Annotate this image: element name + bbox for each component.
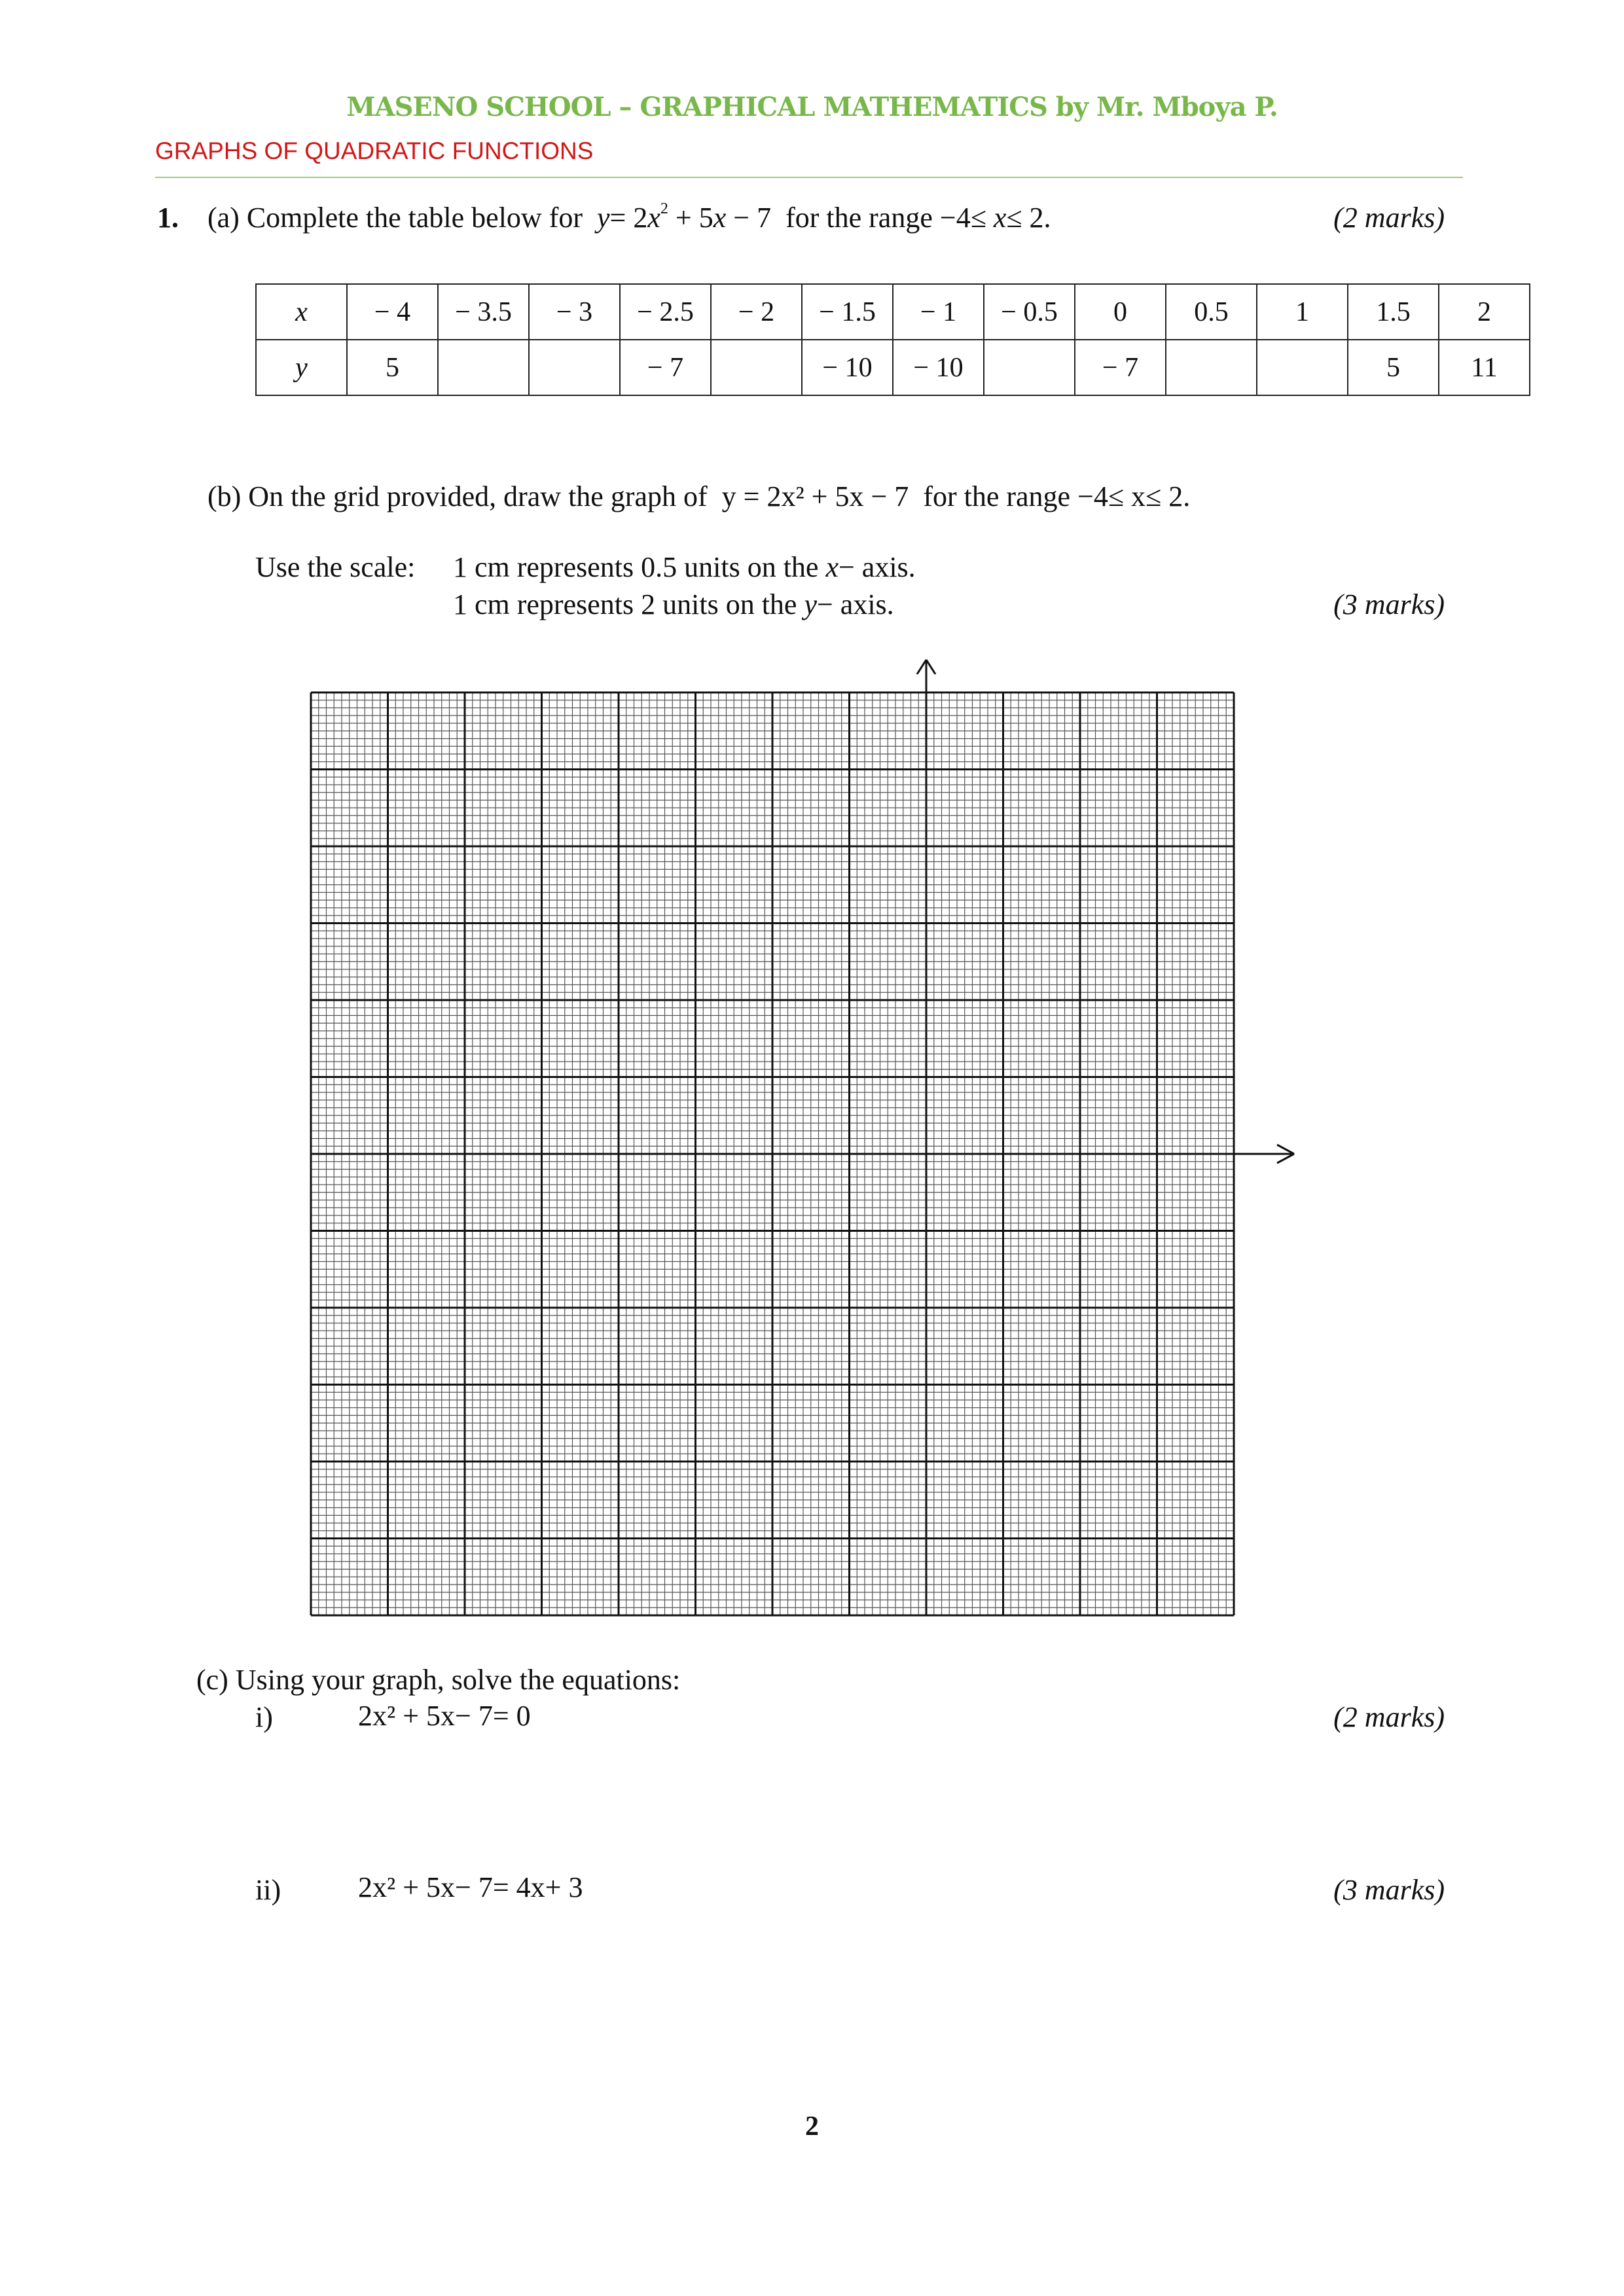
part-b-prefix: (b) On the grid provided, draw the graph of — [208, 480, 708, 512]
x-cell: 0 — [1075, 284, 1166, 340]
header-subtitle: GRAPHS OF QUADRATIC FUNCTIONS — [155, 137, 594, 164]
y-cell[interactable] — [529, 340, 620, 395]
y-cell[interactable] — [984, 340, 1075, 395]
question-number: 1. — [157, 202, 179, 234]
part-a-marks: (2 marks) — [1333, 202, 1445, 234]
x-cell: − 1.5 — [802, 284, 893, 340]
part-b-range: −4≤ x≤ 2 — [1077, 480, 1183, 512]
x-cell: − 4 — [347, 284, 438, 340]
values-table — [255, 283, 1530, 396]
x-cell: − 3 — [529, 284, 620, 340]
y-row — [256, 340, 1530, 395]
y-cell: − 10 — [802, 340, 893, 395]
part-b-range-label: for the range — [923, 480, 1071, 512]
y-cell: − 7 — [620, 340, 711, 395]
x-cell: 2 — [1439, 284, 1530, 340]
x-header: x — [256, 284, 347, 340]
x-cell: − 3.5 — [438, 284, 529, 340]
part-a-range: −4≤ x≤ 2 — [939, 202, 1044, 234]
y-cell: 5 — [347, 340, 438, 395]
part-c-i-label: i) — [255, 1701, 273, 1733]
part-a-prefix: (a) Complete the table below for — [208, 202, 583, 234]
graph-paper[interactable] — [308, 655, 1303, 1636]
x-cell: 1 — [1257, 284, 1348, 340]
y-header: y — [256, 340, 347, 395]
part-a-equation: $y= 2x^2 + 5x - 7$ — [597, 200, 772, 234]
header-divider — [155, 177, 1463, 178]
page-number: 2 — [805, 2111, 819, 2142]
x-axis-arrow — [1277, 1145, 1294, 1154]
part-b-marks: (3 marks) — [1333, 588, 1445, 620]
part-b-equation: y = 2x² + 5x − 7 — [721, 480, 909, 512]
y-cell[interactable] — [711, 340, 802, 395]
y-cell[interactable] — [1166, 340, 1257, 395]
x-cell: − 1 — [893, 284, 984, 340]
x-cell: − 2 — [711, 284, 802, 340]
y-cell: − 7 — [1075, 340, 1166, 395]
x-axis-arrow — [1277, 1154, 1294, 1163]
part-c-prompt: (c) Using your graph, solve the equations: — [196, 1664, 681, 1696]
part-a-range-label: for the range — [785, 202, 933, 234]
x-cell: 0.5 — [1166, 284, 1257, 340]
part-c-i-equation: 2x² + 5x− 7= 0 — [358, 1700, 531, 1732]
y-cell[interactable] — [438, 340, 529, 395]
y-cell[interactable] — [1257, 340, 1348, 395]
scale-label: Use the scale: — [255, 551, 416, 583]
header-title: MASENO SCHOOL – GRAPHICAL MATHEMATICS by Mr. Mboya P. — [346, 92, 1278, 122]
x-cell: − 0.5 — [984, 284, 1075, 340]
y-cell: 5 — [1348, 340, 1439, 395]
y-axis-arrow — [926, 660, 935, 674]
y-cell: − 10 — [893, 340, 984, 395]
part-c-ii-marks: (3 marks) — [1333, 1874, 1445, 1906]
part-c-ii-equation: 2x² + 5x− 7= 4x+ 3 — [358, 1871, 583, 1903]
x-row — [256, 284, 1530, 340]
y-axis-arrow — [917, 660, 926, 674]
part-a-prompt: (a) Complete the table below for $y= 2x^2 + 5x - 7$ for the range −4≤ x≤ 2. — [208, 200, 1051, 234]
part-c-ii-label: ii) — [255, 1874, 281, 1906]
y-cell: 11 — [1439, 340, 1530, 395]
x-cell: 1.5 — [1348, 284, 1439, 340]
scale-y: 1 cm represents 2 units on the y− axis. — [453, 588, 894, 620]
part-c-i-marks: (2 marks) — [1333, 1701, 1445, 1733]
x-cell: − 2.5 — [620, 284, 711, 340]
scale-x: 1 cm represents 0.5 units on the x− axis. — [453, 551, 916, 583]
part-b-prompt: (b) On the grid provided, draw the graph of y = 2x² + 5x − 7 for the range −4≤ x≤ 2. — [208, 480, 1191, 512]
